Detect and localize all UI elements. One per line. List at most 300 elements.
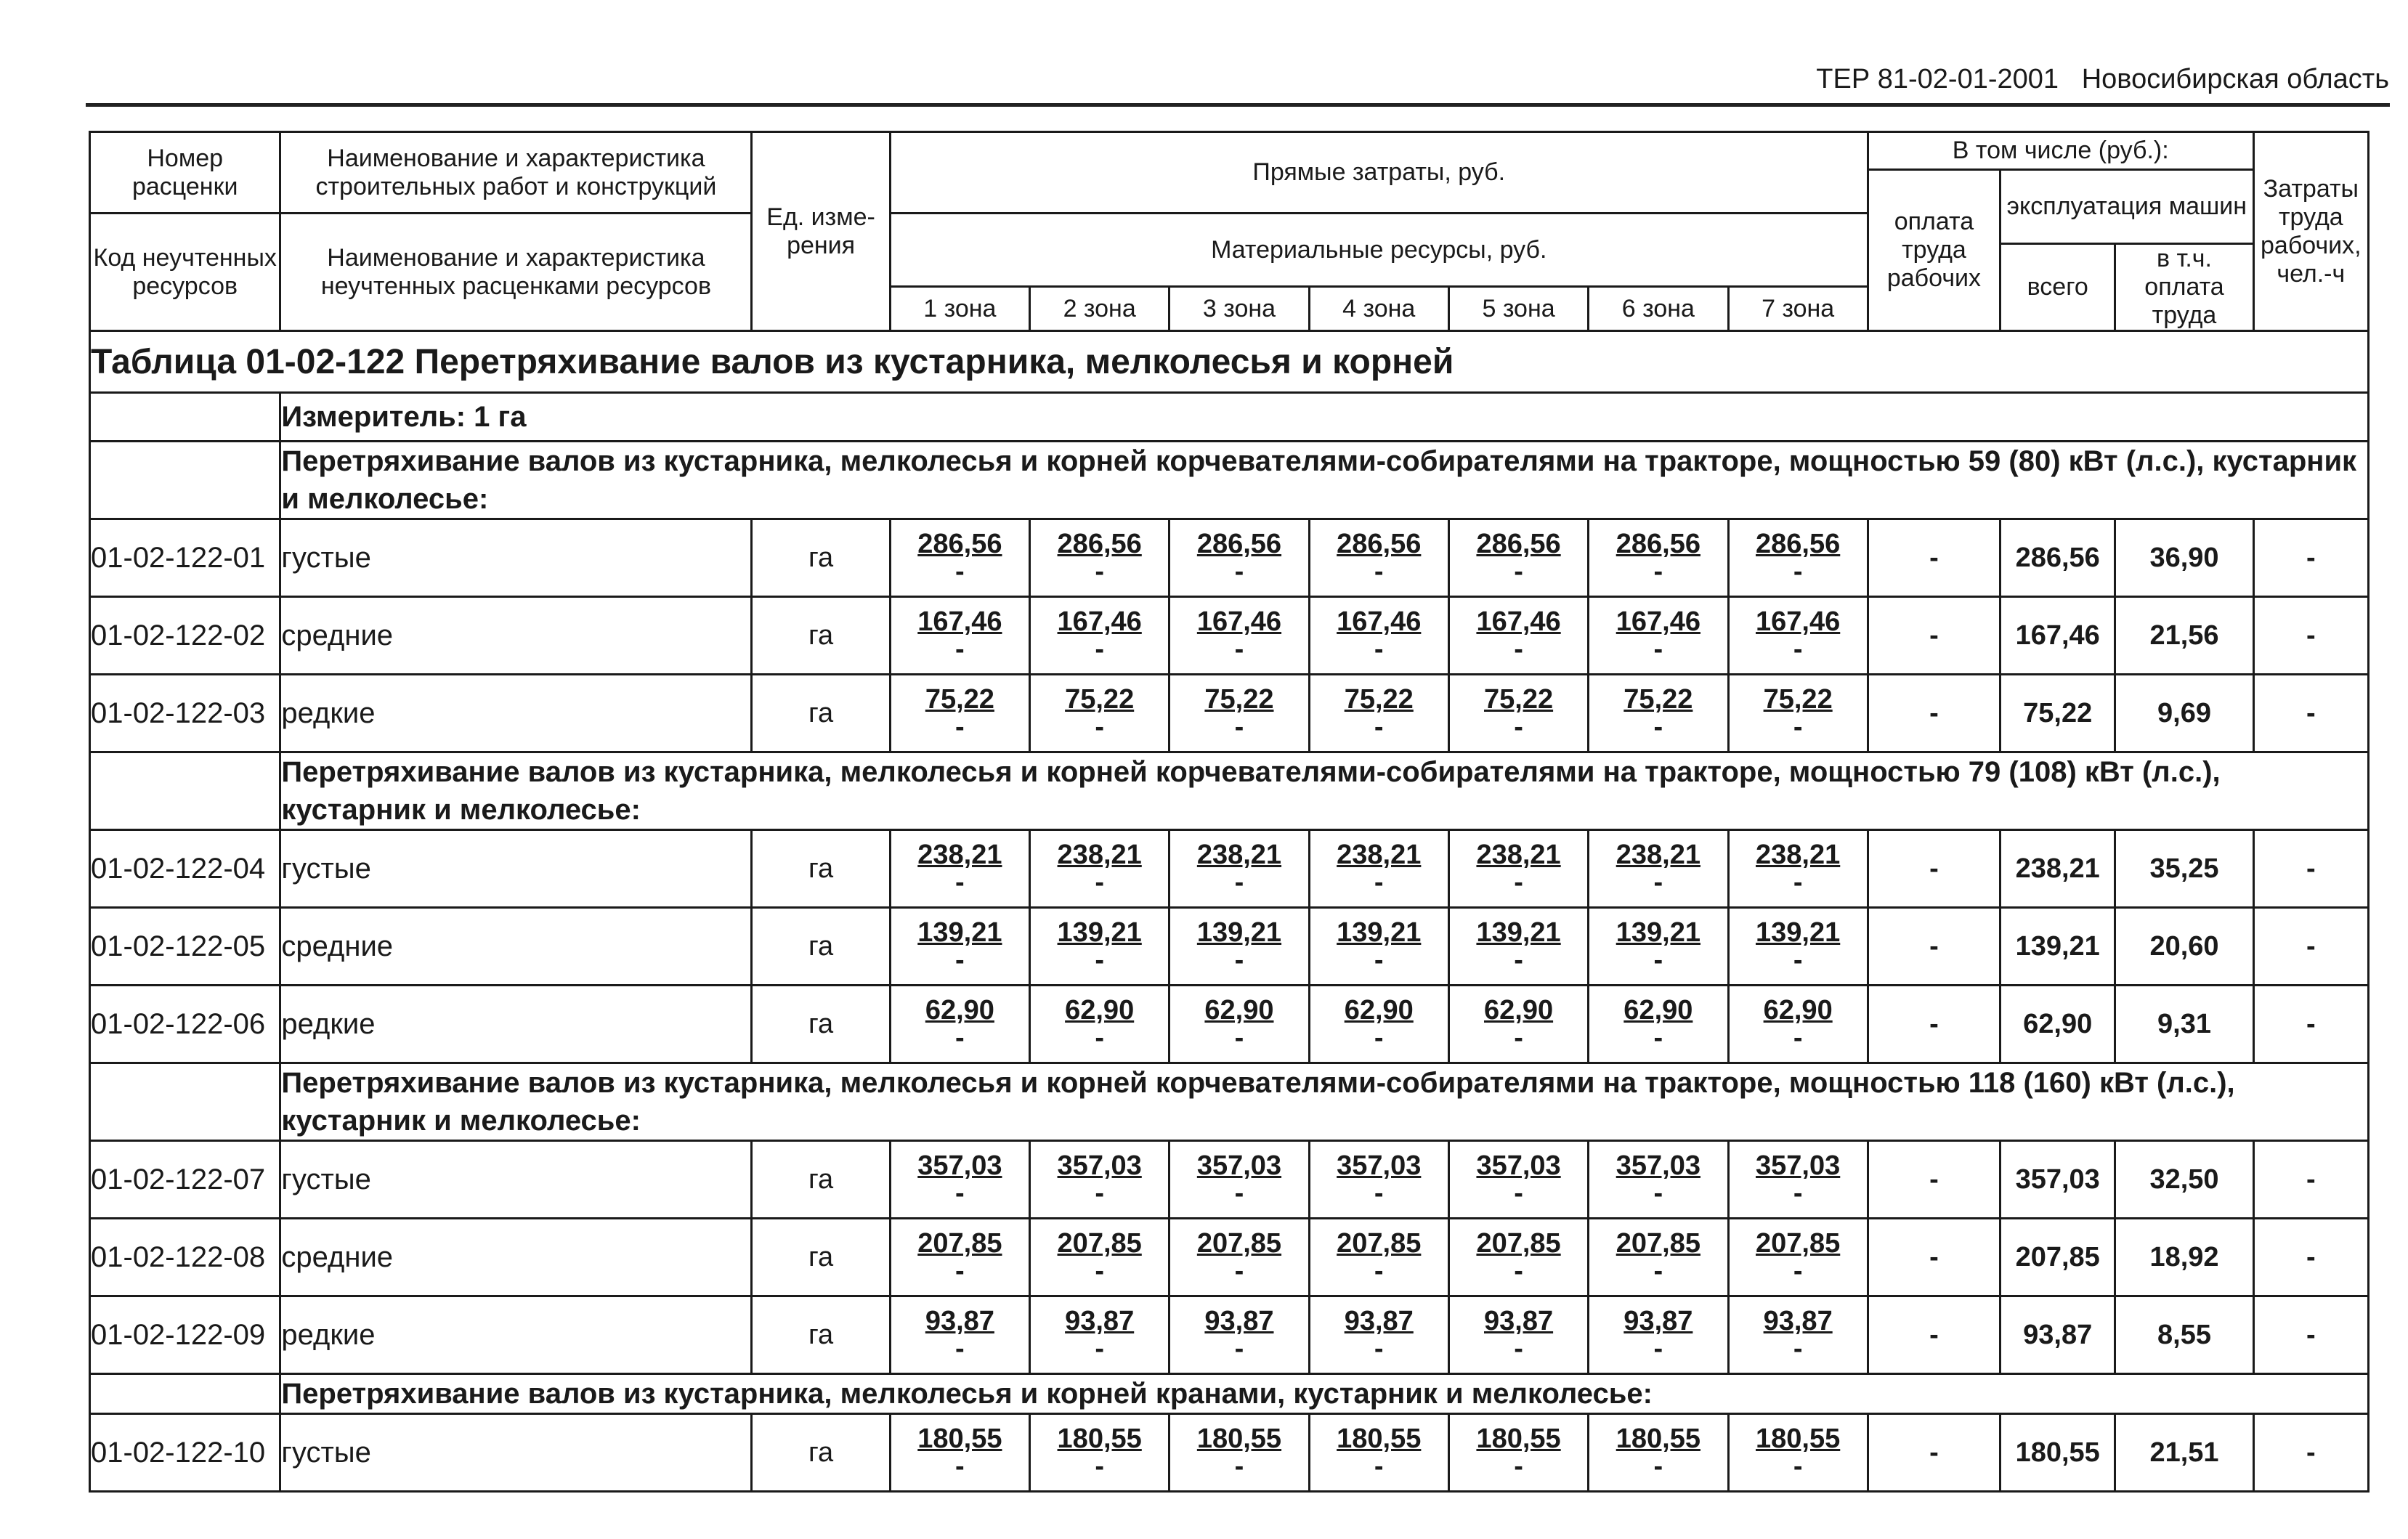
zone-price-value: 180,55	[1756, 1424, 1841, 1454]
zone-material-value: -	[1374, 1256, 1384, 1286]
unit: га	[752, 1219, 890, 1296]
zone-material-value: -	[1095, 867, 1104, 898]
zone-price	[1728, 597, 1868, 675]
header-labor-hours: Затраты труда рабочих, чел.-ч	[2253, 132, 2368, 331]
zone-price	[1728, 986, 1868, 1063]
labor-pay-value: -	[1868, 1296, 2000, 1374]
work-name: редкие	[280, 1296, 752, 1374]
labor-hours-value: -	[2253, 597, 2368, 675]
zone-price-value: 167,46	[1057, 606, 1142, 637]
zone-price	[1589, 519, 1728, 597]
zone-material-value: -	[955, 1023, 965, 1053]
zone-material-value: -	[1095, 1451, 1104, 1482]
zone-material-value: -	[1514, 945, 1523, 975]
zone-price	[1309, 597, 1448, 675]
header-including: В том числе (руб.):	[1868, 132, 2253, 170]
machines-total-value: 167,46	[2000, 597, 2115, 675]
table-row	[90, 986, 2369, 1063]
zone-material-value: -	[1374, 634, 1384, 665]
zone-price-value: 207,85	[1756, 1228, 1841, 1259]
zone-material-value: -	[1514, 1178, 1523, 1209]
rate-code: 01-02-122-10	[90, 1414, 280, 1492]
zone-price-value: 139,21	[1057, 917, 1142, 948]
zone-price	[1309, 519, 1448, 597]
zone-price-value: 357,03	[1616, 1150, 1700, 1181]
zone-price	[1030, 519, 1169, 597]
zone-material-value: -	[955, 867, 965, 898]
table-row	[90, 1414, 2369, 1492]
unit: га	[752, 519, 890, 597]
zone-price	[1169, 1414, 1309, 1492]
zone-material-value: -	[955, 1178, 965, 1209]
labor-pay-value: -	[1868, 986, 2000, 1063]
machines-total-value: 357,03	[2000, 1141, 2115, 1219]
zone-price-value: 93,87	[1204, 1306, 1274, 1336]
zone-material-value: -	[1653, 1178, 1663, 1209]
header-direct-costs: Прямые затраты, руб.	[890, 132, 1868, 214]
work-name: редкие	[280, 675, 752, 752]
zone-price-value: 93,87	[1763, 1306, 1833, 1336]
zone-material-value: -	[1095, 1178, 1104, 1209]
zone-price-value: 75,22	[1344, 684, 1414, 715]
zone-price-value: 180,55	[1616, 1424, 1700, 1454]
rate-code: 01-02-122-05	[90, 908, 280, 986]
zone-price	[1030, 675, 1169, 752]
machines-labor-value: 36,90	[2115, 519, 2253, 597]
work-name: густые	[280, 1141, 752, 1219]
document-header	[1816, 64, 2389, 95]
measure-spacer	[90, 393, 280, 442]
zone-price	[1728, 1414, 1868, 1492]
group-title: Перетряхивание валов из кустарника, мелколесья и корней кранами, кустарник и мелколесье:	[280, 1374, 2369, 1414]
zone-material-value: -	[1653, 1333, 1663, 1364]
group-spacer	[90, 1063, 280, 1141]
zone-material-value: -	[1514, 634, 1523, 665]
zone-price-value: 238,21	[1476, 840, 1561, 870]
unit: га	[752, 1296, 890, 1374]
zone-price-value: 139,21	[1616, 917, 1700, 948]
zone-material-value: -	[1234, 867, 1244, 898]
zone-price	[1030, 1296, 1169, 1374]
table-row	[90, 830, 2369, 908]
zone-price-value: 286,56	[1196, 529, 1282, 559]
zone-price-value: 62,90	[1623, 995, 1693, 1026]
work-name: средние	[280, 597, 752, 675]
zone-price-value: 286,56	[1057, 529, 1142, 559]
zone-price-value: 207,85	[1476, 1228, 1561, 1259]
labor-hours-value: -	[2253, 1414, 2368, 1492]
zone-material-value: -	[955, 712, 965, 742]
zone-material-value: -	[1374, 712, 1384, 742]
zone-price	[1030, 986, 1169, 1063]
zone-price	[1169, 519, 1309, 597]
labor-hours-value: -	[2253, 986, 2368, 1063]
zone-price-value: 357,03	[1756, 1150, 1841, 1181]
unit: га	[752, 830, 890, 908]
zone-price	[1030, 908, 1169, 986]
zone-material-value: -	[1234, 634, 1244, 665]
rate-code: 01-02-122-04	[90, 830, 280, 908]
zone-price	[1169, 986, 1309, 1063]
zone-material-value: -	[1095, 945, 1104, 975]
zone-price-value: 139,21	[1337, 917, 1422, 948]
zone-price	[1728, 519, 1868, 597]
zone-price-value: 75,22	[1763, 684, 1833, 715]
header-rate-number: Номер расценки	[90, 132, 280, 214]
machines-labor-value: 35,25	[2115, 830, 2253, 908]
zone-price	[890, 675, 1029, 752]
zone-material-value: -	[1374, 867, 1384, 898]
zone-material-value: -	[1653, 867, 1663, 898]
zone-price	[1309, 1414, 1448, 1492]
zone-header: 6 зона	[1589, 287, 1728, 331]
zone-price-value: 93,87	[1623, 1306, 1693, 1336]
header-rule	[86, 103, 2390, 107]
unit: га	[752, 1414, 890, 1492]
labor-pay-value: -	[1868, 1219, 2000, 1296]
zone-price	[1309, 1141, 1448, 1219]
zone-price	[1589, 1219, 1728, 1296]
zone-price-value: 167,46	[1616, 606, 1700, 637]
zone-price	[1169, 1141, 1309, 1219]
zone-price-value: 286,56	[1476, 529, 1561, 559]
zone-price-value: 75,22	[1623, 684, 1693, 715]
zone-price-value: 207,85	[917, 1228, 1002, 1259]
zone-price-value: 62,90	[1065, 995, 1135, 1026]
zone-price	[1169, 1296, 1309, 1374]
rate-code: 01-02-122-03	[90, 675, 280, 752]
group-title: Перетряхивание валов из кустарника, мелколесья и корней корчевателями-собирателями на тракторе, мощностью 79 (108) кВт (л.с.), кустарник и мелколесье:	[280, 752, 2369, 830]
zone-price-value: 93,87	[1065, 1306, 1135, 1336]
machines-labor-value: 21,56	[2115, 597, 2253, 675]
zone-price-value: 75,22	[1204, 684, 1274, 715]
zone-price	[1448, 519, 1588, 597]
labor-pay-value: -	[1868, 675, 2000, 752]
zone-material-value: -	[1374, 1333, 1384, 1364]
zone-material-value: -	[1374, 1451, 1384, 1482]
zone-material-value: -	[1514, 867, 1523, 898]
zone-price	[1728, 1219, 1868, 1296]
zone-price	[1309, 908, 1448, 986]
zone-price	[890, 1296, 1029, 1374]
zone-price-value: 286,56	[1756, 529, 1841, 559]
rate-code: 01-02-122-02	[90, 597, 280, 675]
zone-price	[1169, 830, 1309, 908]
machines-total-value: 139,21	[2000, 908, 2115, 986]
machines-labor-value: 9,69	[2115, 675, 2253, 752]
machines-total-value: 180,55	[2000, 1414, 2115, 1492]
measure-unit: Измеритель: 1 га	[280, 393, 2369, 442]
machines-labor-value: 8,55	[2115, 1296, 2253, 1374]
zone-header: 4 зона	[1309, 287, 1448, 331]
zone-price	[1728, 675, 1868, 752]
zone-price	[1030, 597, 1169, 675]
zone-material-value: -	[1095, 1023, 1104, 1053]
zone-price-value: 357,03	[1476, 1150, 1561, 1181]
zone-price-value: 93,87	[1344, 1306, 1414, 1336]
zone-price	[1030, 1141, 1169, 1219]
zone-price-value: 167,46	[1476, 606, 1561, 637]
zone-material-value: -	[1653, 1256, 1663, 1286]
table-row	[90, 675, 2369, 752]
labor-pay-value: -	[1868, 830, 2000, 908]
zone-price	[1309, 675, 1448, 752]
zone-price-value: 357,03	[917, 1150, 1002, 1181]
machines-total-value: 75,22	[2000, 675, 2115, 752]
table-row	[90, 1296, 2369, 1374]
labor-hours-value: -	[2253, 675, 2368, 752]
zone-price	[1169, 908, 1309, 986]
zone-material-value: -	[1653, 634, 1663, 665]
zone-price	[890, 1219, 1029, 1296]
zone-material-value: -	[1374, 945, 1384, 975]
zone-material-value: -	[1793, 1178, 1803, 1209]
zone-material-value: -	[1095, 1256, 1104, 1286]
zone-price-value: 207,85	[1616, 1228, 1700, 1259]
zone-material-value: -	[1793, 712, 1803, 742]
zone-price-value: 62,90	[1344, 995, 1414, 1026]
machines-total-value: 207,85	[2000, 1219, 2115, 1296]
zone-material-value: -	[1793, 1023, 1803, 1053]
labor-hours-value: -	[2253, 519, 2368, 597]
table-row	[90, 1219, 2369, 1296]
zone-price-value: 286,56	[917, 529, 1002, 559]
zone-price-value: 180,55	[1337, 1424, 1422, 1454]
zone-price-value: 139,21	[1196, 917, 1282, 948]
table-row	[90, 908, 2369, 986]
header-material-resources: Материальные ресурсы, руб.	[890, 214, 1868, 287]
zone-price-value: 139,21	[1756, 917, 1841, 948]
zone-header: 7 зона	[1728, 287, 1868, 331]
zone-price-value: 180,55	[1196, 1424, 1282, 1454]
rate-code: 01-02-122-08	[90, 1219, 280, 1296]
zone-material-value: -	[955, 945, 965, 975]
machines-labor-value: 9,31	[2115, 986, 2253, 1063]
zone-material-value: -	[1095, 556, 1104, 587]
zone-header: 2 зона	[1030, 287, 1169, 331]
zone-price-value: 238,21	[1057, 840, 1142, 870]
zone-price	[1309, 830, 1448, 908]
unit: га	[752, 597, 890, 675]
labor-hours-value: -	[2253, 908, 2368, 986]
zone-price	[890, 986, 1029, 1063]
zone-material-value: -	[1514, 1256, 1523, 1286]
zone-price-value: 75,22	[925, 684, 994, 715]
zone-price-value: 167,46	[1196, 606, 1282, 637]
zone-price	[1589, 908, 1728, 986]
labor-pay-value: -	[1868, 1414, 2000, 1492]
machines-total-value: 238,21	[2000, 830, 2115, 908]
labor-hours-value: -	[2253, 1296, 2368, 1374]
zone-price	[1448, 675, 1588, 752]
zone-material-value: -	[1234, 945, 1244, 975]
zone-price-value: 167,46	[1337, 606, 1422, 637]
zone-material-value: -	[1095, 1333, 1104, 1364]
header-machines: эксплуатация машин	[2000, 170, 2254, 244]
zone-price	[1030, 1414, 1169, 1492]
zone-price-value: 357,03	[1337, 1150, 1422, 1181]
zone-price-value: 238,21	[1756, 840, 1841, 870]
header-resource-code: Код неучтенных ресурсов	[90, 214, 280, 331]
zone-price-value: 62,90	[925, 995, 994, 1026]
zone-price-value: 139,21	[917, 917, 1002, 948]
zone-price	[1448, 1141, 1588, 1219]
zone-material-value: -	[1234, 1333, 1244, 1364]
zone-material-value: -	[1514, 712, 1523, 742]
zone-price-value: 207,85	[1196, 1228, 1282, 1259]
zone-material-value: -	[1793, 634, 1803, 665]
zone-price-value: 180,55	[1057, 1424, 1142, 1454]
group-title: Перетряхивание валов из кустарника, мелколесья и корней корчевателями-собирателями на тракторе, мощностью 59 (80) кВт (л.с.), кустарник и мелколесье:	[280, 442, 2369, 519]
zone-material-value: -	[1095, 634, 1104, 665]
zone-price	[1309, 986, 1448, 1063]
zone-material-value: -	[1374, 1023, 1384, 1053]
zone-price	[1589, 597, 1728, 675]
zone-material-value: -	[1653, 556, 1663, 587]
unit: га	[752, 675, 890, 752]
zone-price	[1030, 1219, 1169, 1296]
labor-pay-value: -	[1868, 1141, 2000, 1219]
zone-material-value: -	[1793, 945, 1803, 975]
zone-price	[1448, 1219, 1588, 1296]
zone-price	[1169, 675, 1309, 752]
work-name: густые	[280, 830, 752, 908]
group-title: Перетряхивание валов из кустарника, мелколесья и корней корчевателями-собирателями на тракторе, мощностью 118 (160) кВт (л.с.), кустарник и мелколесье:	[280, 1063, 2369, 1141]
zone-material-value: -	[1653, 712, 1663, 742]
group-spacer	[90, 442, 280, 519]
zone-header: 5 зона	[1448, 287, 1588, 331]
zone-price	[890, 1414, 1029, 1492]
rate-code: 01-02-122-07	[90, 1141, 280, 1219]
rate-code: 01-02-122-06	[90, 986, 280, 1063]
header-unit: Ед. изме-рения	[752, 132, 890, 331]
zone-price	[1589, 830, 1728, 908]
zone-price	[890, 830, 1029, 908]
zone-price	[1448, 1414, 1588, 1492]
zone-price	[1589, 1141, 1728, 1219]
zone-price	[1448, 1296, 1588, 1374]
zone-material-value: -	[1234, 556, 1244, 587]
zone-price	[1589, 986, 1728, 1063]
zone-price-value: 357,03	[1196, 1150, 1282, 1181]
group-spacer	[90, 1374, 280, 1414]
zone-material-value: -	[1234, 712, 1244, 742]
zone-material-value: -	[1234, 1023, 1244, 1053]
zone-material-value: -	[955, 1451, 965, 1482]
zone-price-value: 139,21	[1476, 917, 1561, 948]
group-spacer	[90, 752, 280, 830]
rate-code: 01-02-122-09	[90, 1296, 280, 1374]
machines-labor-value: 32,50	[2115, 1141, 2253, 1219]
zone-material-value: -	[955, 1256, 965, 1286]
zone-material-value: -	[1514, 1023, 1523, 1053]
zone-price	[1448, 597, 1588, 675]
region-name: Новосибирская область	[2081, 64, 2389, 94]
machines-total-value: 93,87	[2000, 1296, 2115, 1374]
zone-price-value: 62,90	[1763, 995, 1833, 1026]
zone-material-value: -	[1374, 1178, 1384, 1209]
header-work-name: Наименование и характеристика строительных работ и конструкций	[280, 132, 752, 214]
zone-price	[1309, 1219, 1448, 1296]
zone-price-value: 238,21	[1196, 840, 1282, 870]
zone-price-value: 167,46	[1756, 606, 1841, 637]
machines-total-value: 62,90	[2000, 986, 2115, 1063]
zone-price-value: 357,03	[1057, 1150, 1142, 1181]
zone-material-value: -	[1234, 1178, 1244, 1209]
zone-price-value: 238,21	[1616, 840, 1700, 870]
work-name: редкие	[280, 986, 752, 1063]
zone-price-value: 238,21	[1337, 840, 1422, 870]
zone-header: 3 зона	[1169, 287, 1309, 331]
unit: га	[752, 1141, 890, 1219]
zone-price	[1448, 830, 1588, 908]
zone-price-value: 93,87	[1484, 1306, 1554, 1336]
zone-material-value: -	[1793, 1256, 1803, 1286]
zone-price	[1728, 908, 1868, 986]
zone-price-value: 180,55	[917, 1424, 1002, 1454]
zone-material-value: -	[1234, 1256, 1244, 1286]
header-labor-pay: оплата труда рабочих	[1868, 170, 2000, 331]
zone-price	[1589, 1414, 1728, 1492]
zone-material-value: -	[1095, 712, 1104, 742]
zone-price	[1728, 1141, 1868, 1219]
zone-material-value: -	[1514, 1333, 1523, 1364]
header-machines-labor: в т.ч. оплата труда	[2115, 244, 2253, 331]
zone-price	[1728, 830, 1868, 908]
rates-table	[89, 131, 2370, 1493]
zone-price	[890, 908, 1029, 986]
zone-price-value: 238,21	[917, 840, 1002, 870]
zone-price-value: 167,46	[917, 606, 1002, 637]
header-machines-total: всего	[2000, 244, 2115, 331]
zone-price	[1030, 830, 1169, 908]
work-name: густые	[280, 519, 752, 597]
zone-price	[1448, 986, 1588, 1063]
zone-price-value: 62,90	[1204, 995, 1274, 1026]
table-title: Таблица 01-02-122 Перетряхивание валов из кустарника, мелколесья и корней	[90, 331, 2369, 393]
zone-material-value: -	[1514, 1451, 1523, 1482]
zone-material-value: -	[1234, 1451, 1244, 1482]
machines-total-value: 286,56	[2000, 519, 2115, 597]
zone-price	[890, 519, 1029, 597]
zone-material-value: -	[955, 556, 965, 587]
zone-price	[1169, 597, 1309, 675]
zone-price-value: 75,22	[1065, 684, 1135, 715]
zone-material-value: -	[1793, 867, 1803, 898]
zone-material-value: -	[1653, 1023, 1663, 1053]
unit: га	[752, 986, 890, 1063]
zone-price-value: 62,90	[1484, 995, 1554, 1026]
zone-price-value: 207,85	[1057, 1228, 1142, 1259]
rate-code: 01-02-122-01	[90, 519, 280, 597]
zone-price	[890, 1141, 1029, 1219]
labor-pay-value: -	[1868, 519, 2000, 597]
zone-material-value: -	[1653, 1451, 1663, 1482]
machines-labor-value: 20,60	[2115, 908, 2253, 986]
zone-material-value: -	[1374, 556, 1384, 587]
zone-price	[1589, 675, 1728, 752]
work-name: средние	[280, 1219, 752, 1296]
zone-material-value: -	[1793, 556, 1803, 587]
zone-price-value: 207,85	[1337, 1228, 1422, 1259]
work-name: средние	[280, 908, 752, 986]
zone-price	[1309, 1296, 1448, 1374]
zone-price-value: 93,87	[925, 1306, 994, 1336]
table-row	[90, 519, 2369, 597]
zone-material-value: -	[1653, 945, 1663, 975]
norm-code: ТЕР 81-02-01-2001	[1816, 64, 2059, 94]
machines-labor-value: 18,92	[2115, 1219, 2253, 1296]
